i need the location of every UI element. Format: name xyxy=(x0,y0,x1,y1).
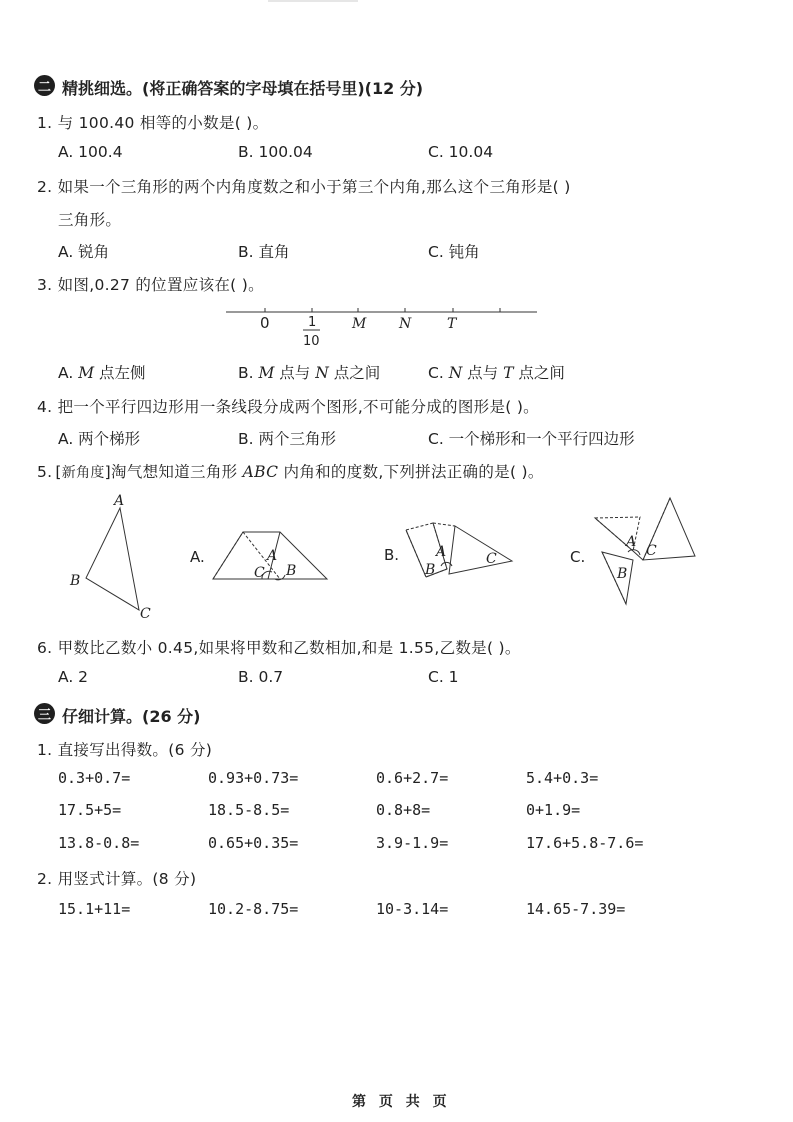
q2-option-a[interactable]: A. 锐角 xyxy=(58,243,110,261)
calc-item-r2c1: 17.5+5= xyxy=(58,801,122,819)
q3-b-prefix: B. xyxy=(238,364,259,382)
calc-item-r1c2: 0.93+0.73= xyxy=(208,769,299,787)
calc-q1-title: 1. 直接写出得数。(6 分) xyxy=(37,741,213,759)
q5-text: 5. [新角度]淘气想知道三角形 ABC 内角和的度数,下列拼法正确的是( )。 xyxy=(37,463,544,481)
q5-option-b-figure[interactable] xyxy=(406,523,512,578)
q3-c-mid: 点与 xyxy=(462,364,504,382)
tick-label-m: M xyxy=(352,316,367,332)
section-2-badge: 二 xyxy=(34,75,55,96)
q3-a-suffix: 点左侧 xyxy=(94,364,146,382)
calc-item-r3c3: 3.9-1.9= xyxy=(376,834,449,852)
q5-text-post: 内角和的度数,下列拼法正确的是( )。 xyxy=(278,463,544,481)
opt-c-label-a: A xyxy=(626,534,637,550)
tick-label-denominator: 10 xyxy=(303,334,320,349)
opt-a-label-b: B xyxy=(286,563,297,579)
q2-option-b[interactable]: B. 直角 xyxy=(238,243,290,261)
q3-a-var: M xyxy=(78,364,95,382)
q6-option-a[interactable]: A. 2 xyxy=(58,668,89,686)
opt-b-label-b: B xyxy=(425,562,436,578)
q3-a-prefix: A. xyxy=(58,364,79,382)
section-2-title: 精挑细选。(将正确答案的字母填在括号里)(12 分) xyxy=(62,79,424,98)
q6-option-c[interactable]: C. 1 xyxy=(428,668,459,686)
q5-tag: 新角度 xyxy=(61,465,105,481)
tick-label-n: N xyxy=(399,316,412,332)
q5-option-c-label: C. xyxy=(570,548,586,566)
q4-text: 4. 把一个平行四边形用一条线段分成两个图形,不可能分成的图形是( )。 xyxy=(37,398,539,416)
calc-item-r3c4: 17.6+5.8-7.6= xyxy=(526,834,644,852)
tick-label-t: T xyxy=(447,316,457,332)
q3-text: 3. 如图,0.27 的位置应该在( )。 xyxy=(37,276,264,294)
q3-b-mid: 点与 xyxy=(274,364,316,382)
triangle-abc xyxy=(69,493,151,622)
section-3-badge: 三 xyxy=(34,703,55,724)
opt-b-label-a: A xyxy=(436,544,447,560)
q5-option-b-label: B. xyxy=(384,546,400,564)
q3-c-suffix: 点之间 xyxy=(513,364,565,382)
opt-a-label-a: A xyxy=(267,548,278,564)
calc-item-r2c3: 0.8+8= xyxy=(376,801,431,819)
q2-text-line1: 2. 如果一个三角形的两个内角度数之和小于第三个内角,那么这个三角形是( ) xyxy=(37,178,571,196)
triangle-label-b: B xyxy=(70,573,81,589)
vertical-calc-item-3: 10-3.14= xyxy=(376,900,449,918)
q1-option-a[interactable]: A. 100.4 xyxy=(58,143,123,161)
q6-text: 6. 甲数比乙数小 0.45,如果将甲数和乙数相加,和是 1.55,乙数是( )。 xyxy=(37,639,521,657)
calc-item-r1c3: 0.6+2.7= xyxy=(376,769,449,787)
q1-text: 1. 与 100.40 相等的小数是( )。 xyxy=(37,114,269,132)
page-footer: 第 页 共 页 xyxy=(352,1094,451,1110)
q1-option-b[interactable]: B. 100.04 xyxy=(238,143,313,161)
vertical-calc-item-4: 14.65-7.39= xyxy=(526,900,626,918)
opt-b-label-c: C xyxy=(486,551,497,567)
q4-option-a[interactable]: A. 两个梯形 xyxy=(58,430,141,448)
q4-option-c[interactable]: C. 一个梯形和一个平行四边形 xyxy=(428,430,635,448)
triangle-label-a: A xyxy=(114,493,125,509)
calc-item-r1c4: 5.4+0.3= xyxy=(526,769,599,787)
q5-option-a-label: A. xyxy=(190,548,205,566)
q3-b-var1: M xyxy=(258,364,275,382)
q3-c-prefix: C. xyxy=(428,364,449,382)
q5-option-a-figure[interactable] xyxy=(213,532,327,581)
q3-b-suffix: 点之间 xyxy=(328,364,381,382)
tick-label-numerator: 1 xyxy=(308,315,317,330)
opt-c-label-c: C xyxy=(646,543,657,559)
q3-b-var2: N xyxy=(315,364,329,382)
q5-number: 5. xyxy=(37,463,53,481)
calc-item-r1c1: 0.3+0.7= xyxy=(58,769,131,787)
q5-text-pre: 淘气想知道三角形 xyxy=(111,463,243,481)
opt-c-label-b: B xyxy=(617,566,628,582)
triangle-label-c: C xyxy=(140,606,151,622)
calc-item-r3c2: 0.65+0.35= xyxy=(208,834,299,852)
opt-a-label-c: C xyxy=(254,565,265,581)
q1-option-c[interactable]: C. 10.04 xyxy=(428,143,494,161)
q2-option-c[interactable]: C. 钝角 xyxy=(428,243,480,261)
tick-label-zero: 0 xyxy=(260,314,270,332)
vertical-calc-item-1: 15.1+11= xyxy=(58,900,131,918)
q3-c-var2: T xyxy=(503,364,514,382)
section-3-title: 仔细计算。(26 分) xyxy=(62,707,201,726)
calc-item-r3c1: 13.8-0.8= xyxy=(58,834,140,852)
calc-item-r2c2: 18.5-8.5= xyxy=(208,801,290,819)
calc-q2-title: 2. 用竖式计算。(8 分) xyxy=(37,870,197,888)
q5-text-var: ABC xyxy=(242,463,279,481)
q3-c-var1: N xyxy=(448,364,463,382)
q2-text-line2: 三角形。 xyxy=(58,211,122,229)
q6-option-b[interactable]: B. 0.7 xyxy=(238,668,284,686)
q5-option-c-figure[interactable] xyxy=(595,498,695,604)
vertical-calc-item-2: 10.2-8.75= xyxy=(208,900,299,918)
q4-option-b[interactable]: B. 两个三角形 xyxy=(238,430,336,448)
calc-item-r2c4: 0+1.9= xyxy=(526,801,581,819)
